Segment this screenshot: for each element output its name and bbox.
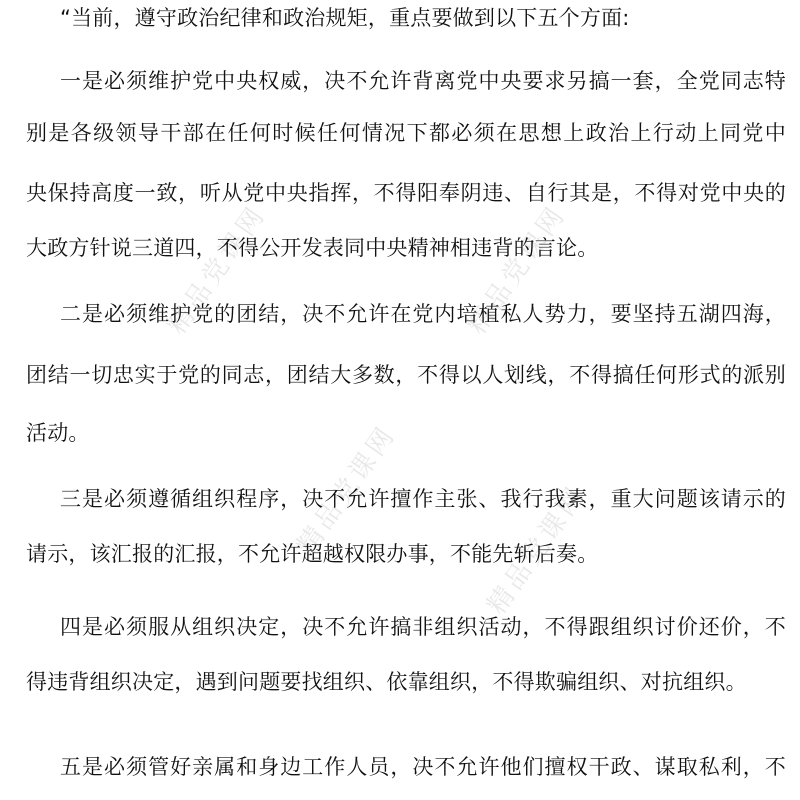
point-3-line-1: 三是必须遵循组织程序，决不允许擅作主张、我行我素，重大问题该请示的 — [60, 487, 786, 511]
point-2-line-2: 团结一切忠实于党的同志，团结大多数，不得以人划线，不得搞任何形式的派别 — [26, 363, 786, 387]
point-4-line-2: 得违背组织决定，遇到问题要找组织、依靠组织，不得欺骗组织、对抗组织。 — [26, 670, 747, 694]
intro-line: “当前，遵守政治纪律和政治规矩，重点要做到以下五个方面: — [60, 6, 630, 30]
point-1-line-3: 央保持高度一致，听从党中央指挥，不得阳奉阴违、自行其是，不得对党中央的 — [26, 181, 786, 205]
watermark: 精品党课网 — [461, 199, 573, 340]
point-2-line-3: 活动。 — [26, 421, 90, 445]
point-3-line-2: 请示，该汇报的汇报，不允许超越权限办事，不能先斩后奏。 — [26, 542, 599, 566]
watermark: 精品党课网 — [481, 479, 593, 620]
point-1-line-2: 别是各级领导干部在任何时候任何情况下都必须在思想上政治上行动上同党中 — [26, 121, 786, 145]
point-1-line-4: 大政方针说三道四，不得公开发表同中央精神相违背的言论。 — [26, 236, 599, 260]
point-2-line-1: 二是必须维护党的团结，决不允许在党内培植私人势力，要坚持五湖四海， — [60, 302, 786, 326]
point-5-line-1: 五是必须管好亲属和身边工作人员，决不允许他们擅权干政、谋取私利，不 — [60, 755, 786, 779]
point-1-line-1: 一是必须维护党中央权威，决不允许背离党中央要求另搞一套，全党同志特 — [60, 69, 786, 93]
watermark: 精品党课网 — [291, 419, 403, 560]
point-4-line-1: 四是必须服从组织决定，决不允许搞非组织活动，不得跟组织讨价还价，不 — [60, 615, 786, 639]
watermark: 精品党课网 — [161, 199, 273, 340]
